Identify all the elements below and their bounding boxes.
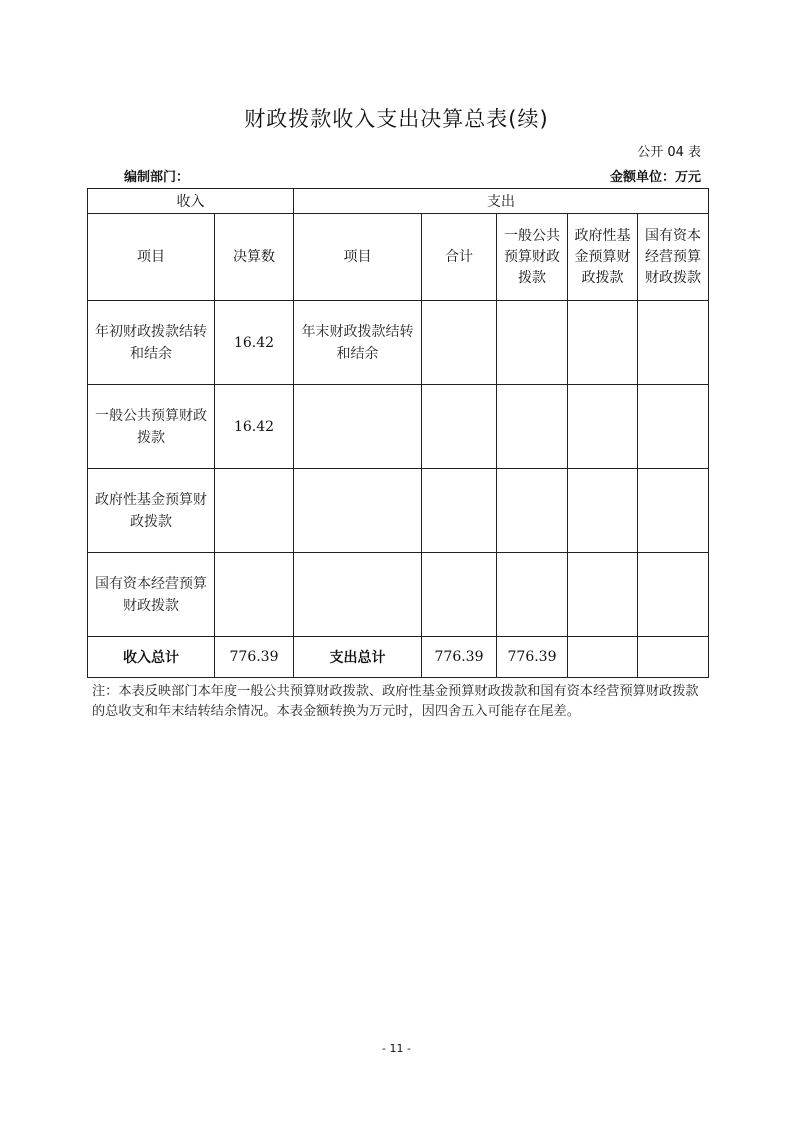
header-income-item: 项目 [88,214,215,301]
income-total-label: 收入总计 [88,637,215,678]
income-section-header: 收入 [88,189,294,214]
header-expense-item: 项目 [294,214,422,301]
state-capital-cell [638,301,709,385]
state-capital-cell [638,469,709,553]
expense-total-cell [422,553,497,637]
table-row [88,469,709,553]
expense-item-cell [294,553,422,637]
expense-section-header: 支出 [294,189,709,214]
income-item-cell: 政府性基金预算财政拨款 [88,469,215,553]
column-header-row [88,214,709,301]
gov-fund-cell [568,553,638,637]
expense-item-cell [294,385,422,469]
table-note: 注：本表反映部门本年度一般公共预算财政拨款、政府性基金预算财政拨款和国有资本经营预算财政拨款的总收支和年末结转结余情况。本表金额转换为万元时，因四舍五入可能存在尾差。 [92,684,699,719]
gov-fund-cell [568,301,638,385]
header-state-capital: 国有资本经营预算财政拨款 [638,214,709,301]
header-general-budget: 一般公共预算财政拨款 [497,214,568,301]
income-amount-cell [215,469,294,553]
general-budget-cell [497,301,568,385]
department-label: 编制部门： [124,170,190,185]
state-capital-total [638,637,709,678]
appropriation-table [87,188,709,678]
income-total-amount: 776.39 [215,637,294,678]
header-income-amount: 决算数 [215,214,294,301]
general-budget-total: 776.39 [497,637,568,678]
expense-total-cell [422,301,497,385]
section-header-row [88,189,709,214]
general-budget-cell [497,469,568,553]
general-budget-cell [497,553,568,637]
expense-grand-total: 776.39 [422,637,497,678]
page-title: 财政拨款收入支出决算总表(续) [244,107,549,131]
expense-total-cell [422,385,497,469]
gov-fund-cell [568,385,638,469]
expense-item-cell [294,469,422,553]
page-number: - 11 - [382,1042,411,1055]
unit-label: 金额单位：万元 [609,170,701,185]
expense-total-label: 支出总计 [294,637,422,678]
gov-fund-total [568,637,638,678]
table-row [88,553,709,637]
header-expense-total: 合计 [422,214,497,301]
income-item-cell: 国有资本经营预算财政拨款 [88,553,215,637]
state-capital-cell [638,553,709,637]
income-amount-cell: 16.42 [215,385,294,469]
table-row [88,301,709,385]
general-budget-cell [497,385,568,469]
expense-item-cell: 年末财政拨款结转和结余 [294,301,422,385]
income-amount-cell: 16.42 [215,301,294,385]
form-number: 公开 04 表 [637,145,701,160]
income-item-cell: 年初财政拨款结转和结余 [88,301,215,385]
income-item-cell: 一般公共预算财政拨款 [88,385,215,469]
expense-total-cell [422,469,497,553]
gov-fund-cell [568,469,638,553]
state-capital-cell [638,385,709,469]
totals-row [88,637,709,678]
table-row [88,385,709,469]
income-amount-cell [215,553,294,637]
header-gov-fund: 政府性基金预算财政拨款 [568,214,638,301]
